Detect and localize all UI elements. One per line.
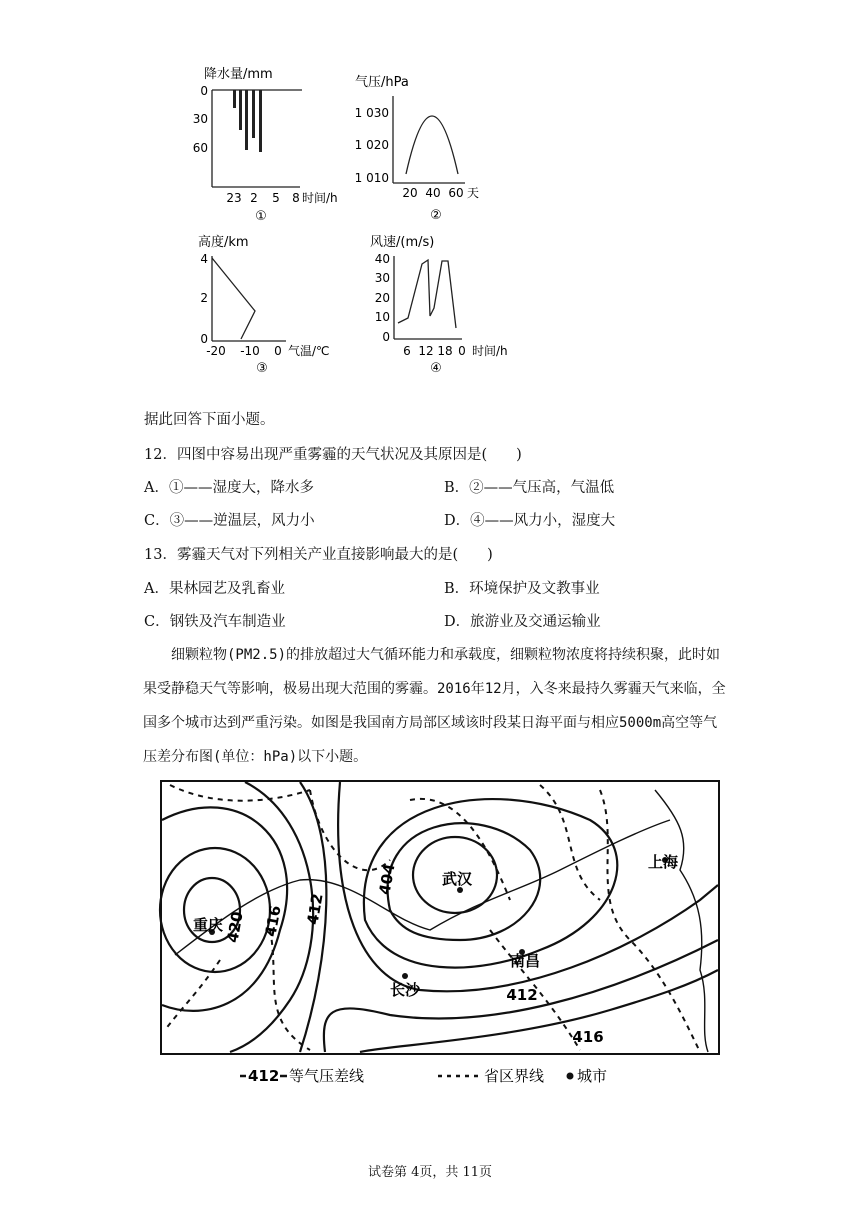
chart4-ytick: 30 [374, 271, 390, 285]
precip-bar [245, 90, 248, 150]
chart1-xunit: 时间/h [302, 191, 338, 205]
question-12-option-d: D．④——风力小，湿度大 [444, 513, 616, 529]
chart1-ytick: 30 [192, 112, 208, 126]
chart2-ytick: 1 010 [354, 171, 389, 185]
isoline-label: 404 [375, 862, 399, 897]
chart1-xtick: 23 [226, 191, 242, 205]
city-label-changsha: 长沙 [389, 981, 421, 999]
legend-city-dot [567, 1073, 574, 1080]
chart4-ytick: 40 [374, 252, 390, 266]
chart-precipitation [190, 62, 338, 224]
city-label-shanghai: 上海 [647, 853, 679, 871]
wind-speed-line [398, 260, 456, 328]
chart3-xtick: -20 [206, 344, 226, 358]
chart4-ytick: 10 [374, 310, 390, 324]
chart1-xtick: 5 [272, 191, 280, 205]
chart4-ylabel: 风速/(m/s) [370, 235, 435, 250]
isoline-label: 420 [223, 910, 247, 945]
question-13-option-c: C．钢铁及汽车制造业 [144, 614, 286, 630]
isoline-label: 416 [572, 1028, 604, 1046]
question-13-option-a: A．果林园艺及乳畜业 [144, 581, 285, 597]
chart4-xunit: 时间/h [472, 344, 508, 358]
chart1-xtick: 2 [250, 191, 258, 205]
isobar-difference-map [160, 780, 720, 1055]
page-footer: 试卷第 4页，共 11页 [367, 1165, 493, 1180]
passage-paragraph: 细颗粒物(PM2.5)的排放超过大气循环能力和承载度，细颗粒物浓度将持续积聚，此时如果受静稳天气等影响，极易出现大范围的雾霾。2016年12月，入冬来最持久雾霾天气来临，全国多个城市达到严重污染。如图是我国南方局部区域该时段某日海平面与相应5000m高空等气压差分布图(单位：hPa)以下小题。 [143, 647, 726, 765]
chart1-ytick: 60 [192, 141, 208, 155]
city-label-nanchang: 南昌 [509, 952, 541, 970]
pressure-curve [406, 116, 458, 174]
chart3-xtick: -10 [240, 344, 260, 358]
chart4-caption: ④ [430, 361, 442, 376]
chart4-ytick: 20 [374, 291, 390, 305]
question-12-stem: 12．四图中容易出现严重雾霾的天气状况及其原因是( ) [144, 447, 522, 463]
chart2-xunit: 天 [467, 186, 480, 200]
precip-bar [233, 90, 236, 108]
question-12-option-c: C．③——逆温层，风力小 [144, 513, 315, 529]
chart3-ytick: 4 [200, 252, 208, 266]
isoline-label: 412 [506, 986, 538, 1004]
chart-wind-speed [368, 228, 528, 376]
chart-temperature-height [198, 228, 348, 376]
question-13-option-d: D．旅游业及交通运输业 [444, 614, 601, 630]
question-13-option-b: B．环境保护及文教事业 [444, 581, 600, 597]
chart1-xtick: 8 [292, 191, 300, 205]
chart3-ytick: 0 [200, 332, 208, 346]
chart-pressure [355, 68, 495, 224]
chart3-ytick: 2 [200, 291, 208, 305]
chart1-ylabel: 降水量/mm [204, 67, 273, 82]
question-13-stem: 13．雾霾天气对下列相关产业直接影响最大的是( ) [144, 547, 493, 563]
map-legend [240, 1062, 640, 1090]
chart3-caption: ③ [256, 361, 268, 376]
precip-bar [252, 90, 255, 138]
chart3-xunit: 气温/℃ [288, 344, 330, 358]
legend-city-text: 城市 [577, 1067, 608, 1085]
chart4-xtick: 12 [418, 344, 434, 358]
legend-isoline-text: 等气压差线 [289, 1067, 365, 1085]
chart1-caption: ① [255, 209, 267, 224]
question-12-option-a: A．①——湿度大，降水多 [144, 480, 314, 496]
city-dot-changsha [402, 973, 408, 979]
question-12-option-b: B．②——气压高，气温低 [444, 480, 615, 496]
chart2-ytick: 1 030 [354, 106, 389, 120]
chart4-xtick: 6 [403, 344, 411, 358]
legend-isoline-sample: 412 [248, 1067, 280, 1085]
chart4-xtick: 0 [458, 344, 466, 358]
legend-boundary-text: 省区界线 [484, 1067, 545, 1085]
city-label-chongqing: 重庆 [192, 916, 224, 934]
isoline-label: 412 [303, 892, 327, 927]
chart4-xtick: 18 [437, 344, 453, 358]
chart2-caption: ② [430, 208, 442, 223]
chart4-ytick: 0 [382, 330, 390, 344]
temperature-profile [212, 258, 255, 339]
intro-text: 据此回答下面小题。 [144, 412, 275, 428]
chart3-ylabel: 高度/km [198, 235, 249, 250]
city-label-wuhan: 武汉 [441, 870, 473, 888]
chart1-ytick: 0 [200, 84, 208, 98]
isoline-label: 416 [261, 904, 285, 939]
chart2-xtick: 40 [425, 186, 441, 200]
chart2-xtick: 20 [402, 186, 418, 200]
precip-bar [239, 90, 242, 130]
chart2-ylabel: 气压/hPa [355, 75, 409, 90]
chart2-xtick: 60 [448, 186, 464, 200]
chart2-ytick: 1 020 [354, 138, 389, 152]
precip-bar [259, 90, 262, 152]
chart3-xtick: 0 [274, 344, 282, 358]
